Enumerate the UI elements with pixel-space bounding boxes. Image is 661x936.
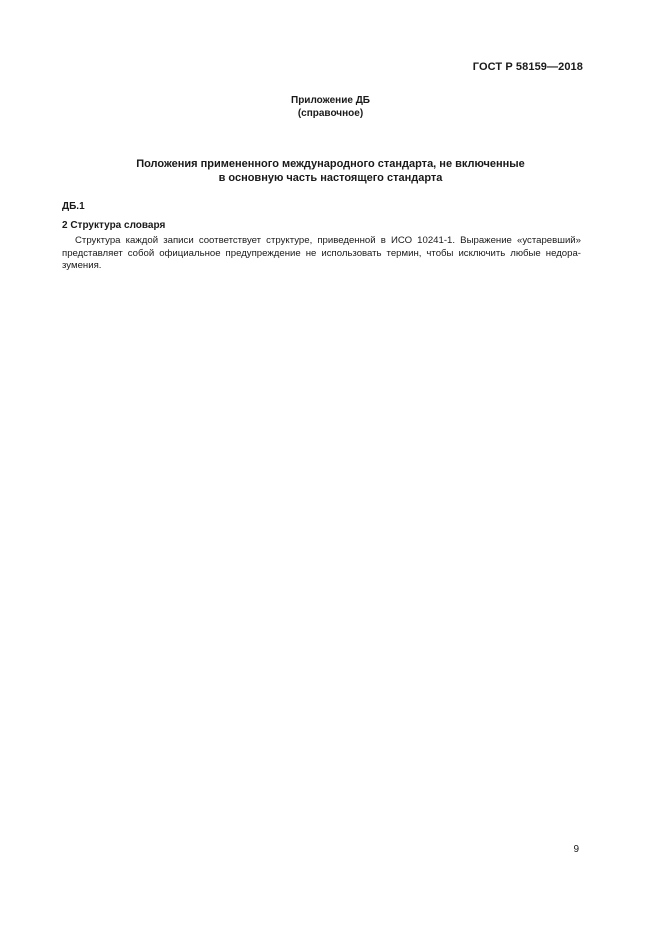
paragraph-line: Структура каждой записи соответствует структуре, приведенной в ИСО 10241-1. Выражение «устаревший» bbox=[75, 235, 581, 246]
body-paragraph bbox=[62, 235, 581, 273]
paragraph-line: представляет собой официальное предупреждение не использовать термин, чтобы исключить любые недора- bbox=[62, 247, 581, 259]
section-title bbox=[0, 157, 661, 185]
section-title-line-1: Положения примененного международного стандарта, не включенные bbox=[136, 158, 525, 170]
appendix-title: Приложение ДБ bbox=[291, 95, 370, 106]
section-title-line-2: в основную часть настоящего стандарта bbox=[218, 172, 443, 184]
page-number: 9 bbox=[573, 844, 579, 855]
appendix-status: (справочное) bbox=[297, 108, 364, 119]
appendix-heading bbox=[0, 94, 661, 120]
document-code: ГОСТ Р 58159—2018 bbox=[472, 61, 583, 73]
paragraph-line: зумения. bbox=[62, 260, 102, 272]
clause-id: ДБ.1 bbox=[62, 201, 85, 212]
clause-subheading: 2 Структура словаря bbox=[62, 220, 166, 231]
